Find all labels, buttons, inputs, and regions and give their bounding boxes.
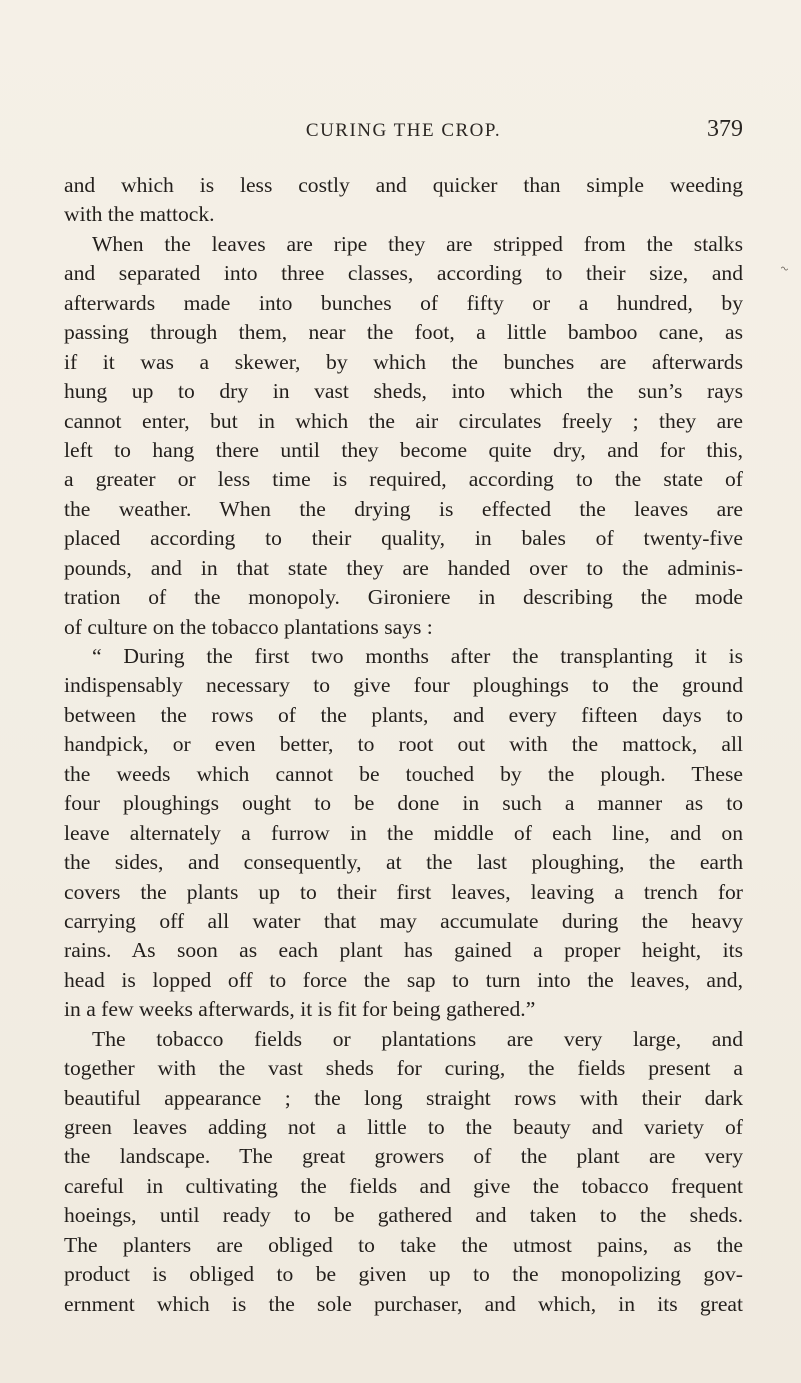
text-line: and separated into three classes, according to their size, and <box>64 261 743 286</box>
text-line: if it was a skewer, by which the bunches are afterwards <box>64 349 743 374</box>
text-line: hung up to dry in vast sheds, into which the sun’s rays <box>64 379 743 404</box>
text-line: placed according to their quality, in bales of twenty-five <box>64 526 743 551</box>
text-line: covers the plants up to their first leaves, leaving a trench for <box>64 879 743 904</box>
text-line: carrying off all water that may accumulate during the heavy <box>64 908 743 933</box>
text-line: tration of the monopoly. Gironiere in describing the mode <box>64 585 743 610</box>
text-line: cannot enter, but in which the air circulates freely ; they are <box>64 408 743 433</box>
text-line: The tobacco fields or plantations are very large, and <box>92 1026 743 1051</box>
text-line: When the leaves are ripe they are stripped from the stalks <box>92 231 743 256</box>
text-line: four ploughings ought to be done in such a manner as to <box>64 791 743 816</box>
text-line: beautiful appearance ; the long straight rows with their dark <box>64 1085 743 1110</box>
text-line: green leaves adding not a little to the beauty and variety of <box>64 1115 743 1139</box>
text-line: indispensably necessary to give four ploughings to the ground <box>64 673 743 698</box>
text-line: handpick, or even better, to root out with the mattock, all <box>64 732 743 757</box>
text-line: in a few weeks afterwards, it is fit for being gathered.” <box>64 997 536 1022</box>
text-line: afterwards made into bunches of fifty or a hundred, by <box>64 290 743 315</box>
text-line: The planters are obliged to take the utmost pains, as the <box>64 1232 743 1257</box>
body-text <box>64 171 743 1319</box>
text-line: left to hang there until they become quite dry, and for this, <box>64 437 743 462</box>
text-line: rains. As soon as each plant has gained a proper height, its <box>64 938 743 963</box>
page-number: 379 <box>707 116 743 142</box>
text-line: ernment which is the sole purchaser, and which, in its great <box>64 1291 743 1316</box>
text-line: hoeings, until ready to be gathered and taken to the sheds. <box>64 1203 743 1228</box>
text-line: “ During the first two months after the transplanting it is <box>92 644 743 668</box>
text-line: product is obliged to be given up to the monopolizing gov- <box>64 1262 743 1287</box>
text-line: the sides, and consequently, at the last ploughing, the earth <box>64 850 743 875</box>
text-line: the landscape. The great growers of the plant are very <box>64 1144 743 1169</box>
text-line: careful in cultivating the fields and give the tobacco frequent <box>64 1173 743 1198</box>
text-line: the weather. When the drying is effected the leaves are <box>64 496 743 521</box>
text-line: a greater or less time is required, according to the state of <box>64 467 743 492</box>
text-line: passing through them, near the foot, a little bamboo cane, as <box>64 320 743 345</box>
running-title: CURING THE CROP. <box>305 120 502 141</box>
text-line: of culture on the tobacco plantations says : <box>64 614 433 639</box>
text-line: between the rows of the plants, and every fifteen days to <box>64 702 743 727</box>
text-line: with the mattock. <box>64 202 215 227</box>
text-line: leave alternately a furrow in the middle of each line, and on <box>64 820 743 845</box>
margin-mark: ~ <box>777 261 791 278</box>
text-line: head is lopped off to force the sap to turn into the leaves, and, <box>64 967 743 992</box>
running-head <box>64 116 743 146</box>
text-line: the weeds which cannot be touched by the plough. These <box>64 761 743 786</box>
text-line: pounds, and in that state they are handed over to the adminis- <box>64 555 743 580</box>
text-line: together with the vast sheds for curing, the fields present a <box>64 1056 743 1081</box>
text-line: and which is less costly and quicker than simple weeding <box>64 173 743 197</box>
